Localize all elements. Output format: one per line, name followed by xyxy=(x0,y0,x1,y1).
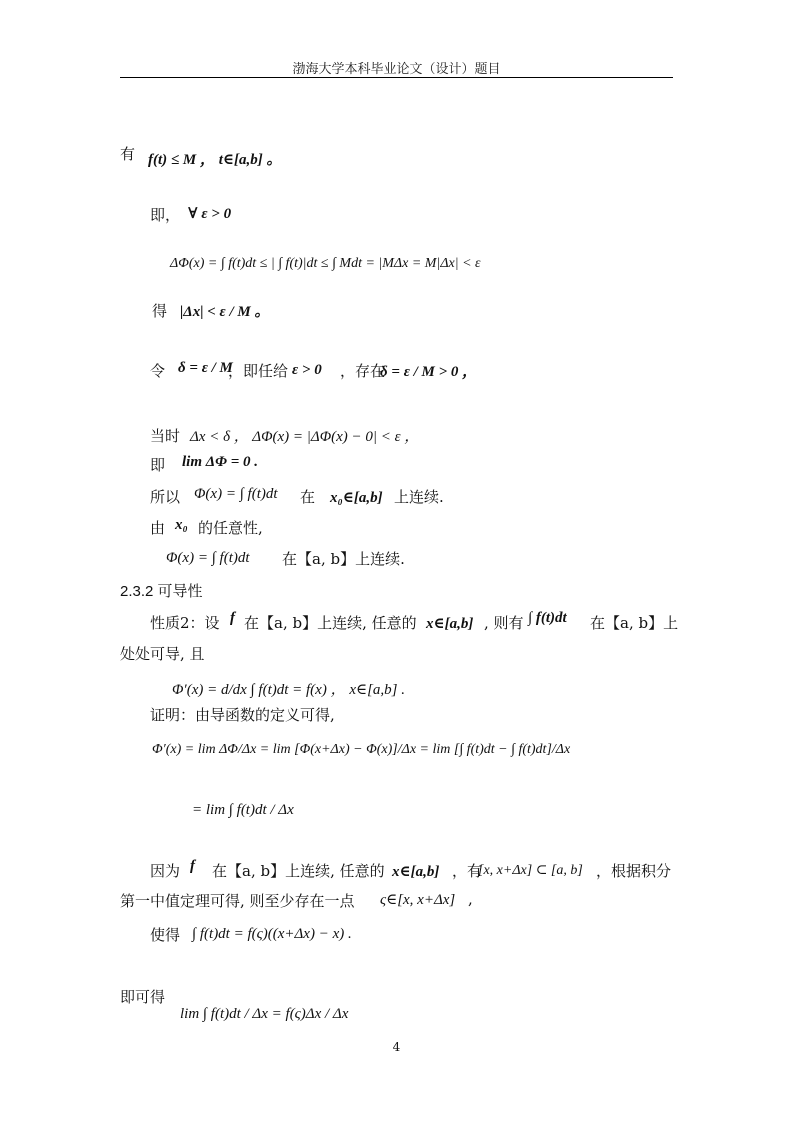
math-f-2: f xyxy=(190,858,195,874)
text-on-interval: 在【a, b】上 xyxy=(590,614,679,632)
math-integral: ∫ f(t)dt xyxy=(528,610,567,626)
text-such-that: 使得 xyxy=(150,926,181,944)
math-final-limit: lim ∫ f(t)dt / Δx = f(ς)Δx / Δx xyxy=(180,1006,349,1022)
text-because: 因为 xyxy=(150,862,181,880)
text-then: , 则有 xyxy=(484,614,524,632)
section-heading: 2.3.2 可导性 xyxy=(120,583,203,600)
text-differentiable: 处处可导, 且 xyxy=(120,645,205,663)
math-delta-phi-estimate: ΔΦ(x) = ∫ f(t)dt ≤ | ∫ f(t)|dt ≤ ∫ Mdt = |MΔx = M|Δx| < ε xyxy=(170,256,481,271)
math-delta-x-bound: |Δx| < ε / M 。 xyxy=(180,304,270,320)
text-proof: 证明：由导函数的定义可得, xyxy=(150,706,335,724)
math-bound: f(t) ≤ M ， t∈[a,b] 。 xyxy=(148,152,282,168)
header-rule xyxy=(120,77,673,78)
math-forall-epsilon: ∀ ε > 0 xyxy=(188,206,232,222)
math-phi-def: Φ(x) = ∫ f(t)dt xyxy=(194,486,278,502)
text-has: ，有 xyxy=(452,862,483,880)
text-de: 得 xyxy=(152,302,168,320)
math-derivative: Φ′(x) = d/dx ∫ f(t)dt = f(x) ， x∈[a,b] . xyxy=(172,682,406,698)
text-you: 有 xyxy=(120,145,136,163)
math-delta-def: δ = ε / M xyxy=(178,360,233,376)
math-delta-pos: δ = ε / M > 0 ， xyxy=(380,364,478,380)
math-limit-zero: lim ΔΦ = 0 . xyxy=(182,454,259,470)
text-zai: 在 xyxy=(300,488,316,506)
math-point-interval: ς∈[x, x+Δx] xyxy=(380,892,456,908)
page-header: 渤海大学本科毕业论文（设计）题目 xyxy=(292,62,501,77)
text-arbitrary: 的任意性, xyxy=(198,519,263,537)
math-x0-interval: x₀∈[a,b] xyxy=(330,490,383,506)
math-f: f xyxy=(230,610,235,626)
math-derivative-limit: Φ′(x) = lim ΔΦ/Δx = lim [Φ(x+Δx) − Φ(x)]/Δx = lim [∫ f(t)dt − ∫ f(t)dt]/Δx xyxy=(152,742,571,757)
text-property2: 性质2：设 xyxy=(150,614,220,632)
text-thus: 即可得 xyxy=(120,988,166,1006)
text-continuous-2: 在【a, b】上连续. xyxy=(282,550,405,568)
text-dangshi: 当时 xyxy=(150,427,181,445)
math-x0: x₀ xyxy=(175,517,188,533)
text-exists: ，存在 xyxy=(340,362,386,380)
math-condition: Δx < δ ， ΔΦ(x) = |ΔΦ(x) − 0| < ε ， xyxy=(190,429,420,445)
text-because-cont: 在【a, b】上连续, 任意的 xyxy=(212,862,385,880)
math-mean-value: ∫ f(t)dt = f(ς)((x+Δx) − x) . xyxy=(192,926,352,942)
math-x-interval: x∈[a,b] xyxy=(426,616,474,632)
math-limit-integral: = lim ∫ f(t)dt / Δx xyxy=(192,802,294,818)
text-according: ，根据积分 xyxy=(596,862,672,880)
text-continuous: 上连续. xyxy=(394,488,444,506)
math-epsilon-pos: ε > 0 xyxy=(292,362,322,378)
text-mean-value: 第一中值定理可得, 则至少存在一点 xyxy=(120,892,355,910)
text-you-2: 由 xyxy=(150,519,166,537)
math-subset: [x, x+Δx] ⊂ [a, b] xyxy=(478,863,583,878)
text-ling: 令 xyxy=(150,362,166,380)
text-given: ，即任给 xyxy=(228,362,289,380)
text-suoyi: 所以 xyxy=(150,488,181,506)
text-ji: 即， xyxy=(150,206,181,224)
text-comma: , xyxy=(468,890,473,908)
text-prop-cont: 在【a, b】上连续, 任意的 xyxy=(244,614,417,632)
math-x-interval-2: x∈[a,b] xyxy=(392,864,440,880)
page-number: 4 xyxy=(392,1040,401,1054)
text-ji-2: 即 xyxy=(150,456,166,474)
math-phi-def-2: Φ(x) = ∫ f(t)dt xyxy=(166,550,250,566)
